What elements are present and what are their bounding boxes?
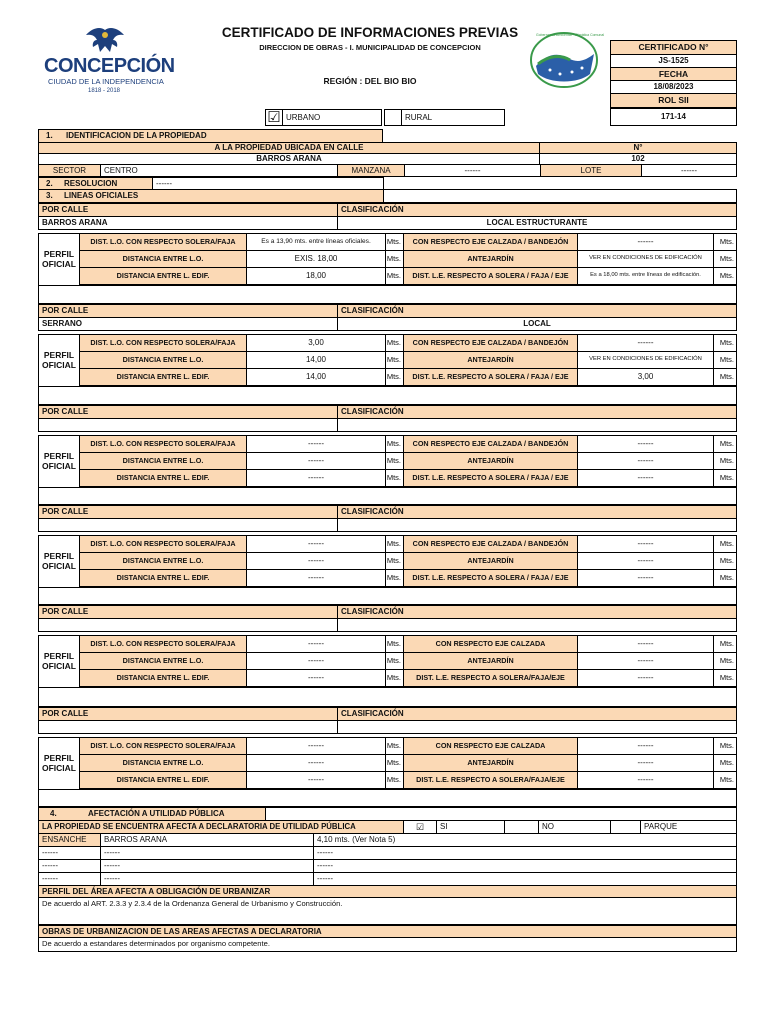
oficial-word: OFICIAL: [42, 359, 76, 370]
row-value-1: 3,00: [246, 334, 386, 352]
mts-unit: Mts.: [713, 250, 737, 268]
mts-unit: Mts.: [385, 771, 404, 789]
right-label-2: ANTEJARDÍN: [403, 452, 578, 470]
right-label-2: ANTEJARDÍN: [403, 652, 578, 670]
mts-unit: Mts.: [713, 334, 737, 352]
mts-unit: Mts.: [713, 452, 737, 470]
right-value-3: ------: [577, 569, 714, 587]
row-value-1: ------: [246, 535, 386, 553]
right-value-1: ------: [577, 535, 714, 553]
mts-unit: Mts.: [385, 535, 404, 553]
calle-name: [38, 720, 338, 734]
oficial-word: OFICIAL: [42, 460, 76, 471]
section-3-header: [38, 189, 384, 203]
right-value-1: ------: [577, 233, 714, 251]
perfil-word: PERFIL: [43, 349, 75, 360]
perfil-word: PERFIL: [43, 650, 75, 661]
rol-sii-label: ROL SII: [610, 93, 737, 108]
right-value-2: VER EN CONDICIONES DE EDIFICACIÓN: [577, 351, 714, 369]
right-label-2: ANTEJARDÍN: [403, 754, 578, 772]
lote-value: ------: [641, 164, 737, 177]
row-label-2: DISTANCIA ENTRE L.O.: [79, 351, 247, 369]
afectacion-medida: ------: [313, 872, 737, 886]
si-label: SI: [436, 820, 505, 834]
block-spacer: [38, 789, 737, 807]
right-label-3: DIST. L.E. RESPECTO A SOLERA / FAJA / EJE: [403, 267, 578, 285]
mts-unit: Mts.: [713, 569, 737, 587]
perfil-oficial-label: [38, 233, 80, 286]
row-label-1: DIST. L.O. CON RESPECTO SOLERA/FAJA: [79, 334, 247, 352]
afectacion-calle: ------: [100, 846, 314, 860]
clasificacion-label: CLASIFICACIÓN: [337, 605, 737, 619]
fecha-value: 18/08/2023: [610, 80, 737, 94]
right-value-3: ------: [577, 771, 714, 789]
perfil-area-text: De acuerdo al ART. 2.3.3 y 2.3.4 de la Ordenanza General de Urbanismo y Construcción.: [42, 899, 343, 908]
obras-text: De acuerdo a estandares determinados por organismo competente.: [42, 939, 270, 948]
row-value-2: EXIS. 18,00: [246, 250, 386, 268]
row-label-3: DISTANCIA ENTRE L. EDIF.: [79, 368, 247, 386]
mts-unit: Mts.: [385, 233, 404, 251]
logo-tagline: CIUDAD DE LA INDEPENDENCIA: [48, 77, 164, 86]
perfil-word: PERFIL: [43, 550, 75, 561]
rol-sii-value: 171-14: [610, 108, 737, 126]
right-label-3: DIST. L.E. RESPECTO A SOLERA / FAJA / EJE: [403, 368, 578, 386]
region-label: REGIÓN : DEL BIO BIO: [323, 75, 417, 86]
cert-number-label: CERTIFICADO N°: [610, 40, 737, 55]
obras-title: OBRAS DE URBANIZACION DE LAS AREAS AFECTAS A DECLARATORIA: [38, 925, 737, 938]
afectacion-type: ENSANCHE: [38, 833, 101, 847]
resolucion-value: ------: [152, 177, 384, 190]
section-4-title: AFECTACIÓN A UTILIDAD PÚBLICA: [88, 809, 225, 818]
right-label-2: ANTEJARDÍN: [403, 250, 578, 268]
numero-label: N°: [539, 142, 737, 154]
no-label: NO: [538, 820, 611, 834]
mts-unit: Mts.: [385, 435, 404, 453]
row-value-3: ------: [246, 771, 386, 789]
clasificacion-value: [337, 418, 737, 432]
clasificacion-label: CLASIFICACIÓN: [337, 707, 737, 721]
row-value-3: ------: [246, 469, 386, 487]
row-label-2: DISTANCIA ENTRE L.O.: [79, 552, 247, 570]
logo-years: 1818 - 2018: [87, 88, 121, 94]
rural-label: RURAL: [401, 109, 505, 126]
perfil-area-title: PERFIL DEL ÁREA AFECTA A OBLIGACIÓN DE URBANIZAR: [38, 885, 737, 898]
right-value-2: ------: [577, 452, 714, 470]
row-value-1: ------: [246, 737, 386, 755]
row-value-2: ------: [246, 652, 386, 670]
mts-unit: Mts.: [385, 737, 404, 755]
row-label-1: DIST. L.O. CON RESPECTO SOLERA/FAJA: [79, 737, 247, 755]
row-label-2: DISTANCIA ENTRE L.O.: [79, 754, 247, 772]
afectacion-medida: ------: [313, 859, 737, 873]
right-label-3: DIST. L.E. RESPECTO A SOLERA/FAJA/EJE: [403, 771, 578, 789]
mts-unit: Mts.: [713, 652, 737, 670]
mts-unit: Mts.: [713, 535, 737, 553]
right-value-1: ------: [577, 435, 714, 453]
perfil-word: PERFIL: [43, 450, 75, 461]
right-value-2: VER EN CONDICIONES DE EDIFICACIÓN: [577, 250, 714, 268]
right-value-1: ------: [577, 334, 714, 352]
row-label-2: DISTANCIA ENTRE L.O.: [79, 652, 247, 670]
por-calle-label: POR CALLE: [38, 304, 338, 318]
right-label-1: CON RESPECTO EJE CALZADA / BANDEJÓN: [403, 435, 578, 453]
mts-unit: Mts.: [713, 267, 737, 285]
seal-text: Gobernanza Ambiental · Climática Comunal: [536, 33, 605, 37]
section-2-number: 2.: [46, 178, 53, 188]
section-2-title: RESOLUCION: [64, 178, 118, 188]
row-value-2: ------: [246, 452, 386, 470]
row-label-3: DISTANCIA ENTRE L. EDIF.: [79, 267, 247, 285]
section-4-header: [38, 807, 266, 821]
right-value-1: ------: [577, 635, 714, 653]
municipal-logo: [44, 26, 175, 96]
clasificacion-value: LOCAL: [337, 317, 737, 331]
page-title: CERTIFICADO DE INFORMACIONES PREVIAS: [221, 25, 519, 41]
clasificacion-value: [337, 518, 737, 532]
perfil-word: PERFIL: [43, 752, 75, 763]
right-label-1: CON RESPECTO EJE CALZADA: [403, 737, 578, 755]
row-label-2: DISTANCIA ENTRE L.O.: [79, 250, 247, 268]
eagle-crest-icon: [80, 26, 130, 56]
numero-value: 102: [539, 153, 737, 165]
afectacion-medida: ------: [313, 846, 737, 860]
right-label-1: CON RESPECTO EJE CALZADA / BANDEJÓN: [403, 334, 578, 352]
block-spacer: [38, 386, 737, 405]
right-label-1: CON RESPECTO EJE CALZADA / BANDEJÓN: [403, 233, 578, 251]
row-label-1: DIST. L.O. CON RESPECTO SOLERA/FAJA: [79, 233, 247, 251]
mts-unit: Mts.: [385, 552, 404, 570]
block-spacer: [38, 487, 737, 505]
mts-unit: Mts.: [713, 552, 737, 570]
right-label-3: DIST. L.E. RESPECTO A SOLERA / FAJA / EJE: [403, 569, 578, 587]
row-value-1: ------: [246, 635, 386, 653]
right-label-3: DIST. L.E. RESPECTO A SOLERA / FAJA / EJE: [403, 469, 578, 487]
section-1-title: IDENTIFICACION DE LA PROPIEDAD: [66, 131, 207, 140]
right-value-2: ------: [577, 754, 714, 772]
right-label-3: DIST. L.E. RESPECTO A SOLERA/FAJA/EJE: [403, 669, 578, 687]
por-calle-label: POR CALLE: [38, 203, 338, 217]
mts-unit: Mts.: [713, 737, 737, 755]
mts-unit: Mts.: [385, 351, 404, 369]
perfil-oficial-label: [38, 535, 80, 588]
mts-unit: Mts.: [385, 635, 404, 653]
rural-checkbox[interactable]: [384, 109, 402, 126]
right-label-2: ANTEJARDÍN: [403, 552, 578, 570]
calle-value: BARROS ARANA: [38, 153, 540, 165]
perfil-oficial-label: [38, 737, 80, 790]
right-value-3: Es a 18,00 mts. entre líneas de edificación.: [577, 267, 714, 285]
mts-unit: Mts.: [713, 635, 737, 653]
row-label-1: DIST. L.O. CON RESPECTO SOLERA/FAJA: [79, 435, 247, 453]
mts-unit: Mts.: [713, 233, 737, 251]
perfil-oficial-label: [38, 435, 80, 488]
mts-unit: Mts.: [713, 754, 737, 772]
mts-unit: Mts.: [385, 334, 404, 352]
si-checkbox[interactable]: ☑: [403, 820, 437, 834]
section-1-header: [38, 129, 383, 143]
afectacion-type: ------: [38, 872, 101, 886]
row-label-2: DISTANCIA ENTRE L.O.: [79, 452, 247, 470]
row-label-3: DISTANCIA ENTRE L. EDIF.: [79, 569, 247, 587]
right-value-3: 3,00: [577, 368, 714, 386]
right-value-2: ------: [577, 552, 714, 570]
mts-unit: Mts.: [385, 652, 404, 670]
right-value-3: ------: [577, 669, 714, 687]
row-label-1: DIST. L.O. CON RESPECTO SOLERA/FAJA: [79, 635, 247, 653]
clasificacion-label: CLASIFICACIÓN: [337, 405, 737, 419]
cert-number-value: JS-1525: [610, 54, 737, 68]
row-value-2: ------: [246, 552, 386, 570]
oficial-word: OFICIAL: [42, 258, 76, 269]
mts-unit: Mts.: [713, 435, 737, 453]
mts-unit: Mts.: [385, 469, 404, 487]
row-value-3: 14,00: [246, 368, 386, 386]
perfil-oficial-label: [38, 334, 80, 387]
perfil-oficial-label: [38, 635, 80, 688]
por-calle-label: POR CALLE: [38, 605, 338, 619]
clasificacion-value: LOCAL ESTRUCTURANTE: [337, 216, 737, 230]
afecta-question: LA PROPIEDAD SE ENCUENTRA AFECTA A DECLARATORIA DE UTILIDAD PÚBLICA: [38, 820, 404, 834]
sector-value: CENTRO: [100, 164, 338, 177]
no-checkbox[interactable]: [610, 820, 641, 834]
row-value-1: ------: [246, 435, 386, 453]
section-1-number: 1.: [46, 131, 53, 140]
calle-name: [38, 618, 338, 632]
afectacion-calle: ------: [100, 872, 314, 886]
manzana-label: MANZANA: [337, 164, 405, 177]
environmental-seal-icon: [528, 30, 605, 90]
section-4-number: 4.: [50, 809, 57, 818]
row-value-1: Es a 13,90 mts. entre líneas oficiales.: [246, 233, 386, 251]
right-value-3: ------: [577, 469, 714, 487]
parque-label: PARQUE: [640, 820, 737, 834]
fecha-label: FECHA: [610, 67, 737, 81]
clasificacion-value: [337, 618, 737, 632]
mts-unit: Mts.: [385, 452, 404, 470]
row-value-3: ------: [246, 669, 386, 687]
clasificacion-label: CLASIFICACIÓN: [337, 203, 737, 217]
section-3-number: 3.: [46, 191, 53, 200]
afectacion-calle: ------: [100, 859, 314, 873]
right-value-2: ------: [577, 652, 714, 670]
oficial-word: OFICIAL: [42, 660, 76, 671]
page-subtitle: DIRECCION DE OBRAS - I. MUNICIPALIDAD DE CONCEPCION: [259, 43, 481, 53]
mts-unit: Mts.: [385, 754, 404, 772]
afectacion-calle: BARROS ARANA: [100, 833, 314, 847]
oficial-word: OFICIAL: [42, 762, 76, 773]
row-label-3: DISTANCIA ENTRE L. EDIF.: [79, 669, 247, 687]
right-label-2: ANTEJARDÍN: [403, 351, 578, 369]
calle-name: BARROS ARANA: [38, 216, 338, 230]
row-label-3: DISTANCIA ENTRE L. EDIF.: [79, 771, 247, 789]
logo-name: CONCEPCIÓN: [44, 55, 175, 77]
clasificacion-label: CLASIFICACIÓN: [337, 304, 737, 318]
mts-unit: Mts.: [385, 368, 404, 386]
mts-unit: Mts.: [713, 469, 737, 487]
mts-unit: Mts.: [713, 771, 737, 789]
row-value-3: ------: [246, 569, 386, 587]
row-value-2: 14,00: [246, 351, 386, 369]
row-value-3: 18,00: [246, 267, 386, 285]
por-calle-label: POR CALLE: [38, 505, 338, 519]
lote-label: LOTE: [540, 164, 642, 177]
calle-name: [38, 518, 338, 532]
perfil-word: PERFIL: [43, 248, 75, 259]
mts-unit: Mts.: [385, 569, 404, 587]
manzana-value: ------: [404, 164, 541, 177]
mts-unit: Mts.: [713, 351, 737, 369]
clasificacion-label: CLASIFICACIÓN: [337, 505, 737, 519]
mts-unit: Mts.: [713, 669, 737, 687]
block-spacer: [38, 285, 737, 304]
urbano-label: URBANO: [282, 109, 382, 126]
urbano-checkbox[interactable]: ☑: [265, 109, 283, 126]
calle-name: [38, 418, 338, 432]
section-3-title: LINEAS OFICIALES: [64, 191, 139, 200]
right-label-1: CON RESPECTO EJE CALZADA: [403, 635, 578, 653]
right-value-1: ------: [577, 737, 714, 755]
calle-label: A LA PROPIEDAD UBICADA EN CALLE: [38, 142, 540, 154]
clasificacion-value: [337, 720, 737, 734]
si-blank: [504, 820, 539, 834]
row-label-3: DISTANCIA ENTRE L. EDIF.: [79, 469, 247, 487]
por-calle-label: POR CALLE: [38, 405, 338, 419]
row-label-1: DIST. L.O. CON RESPECTO SOLERA/FAJA: [79, 535, 247, 553]
mts-unit: Mts.: [713, 368, 737, 386]
block-spacer: [38, 687, 737, 707]
oficial-word: OFICIAL: [42, 560, 76, 571]
por-calle-label: POR CALLE: [38, 707, 338, 721]
row-value-2: ------: [246, 754, 386, 772]
right-label-1: CON RESPECTO EJE CALZADA / BANDEJÓN: [403, 535, 578, 553]
environmental-seal: [528, 30, 605, 90]
afectacion-type: ------: [38, 859, 101, 873]
block-spacer: [38, 587, 737, 605]
afectacion-medida: 4,10 mts. (Ver Nota 5): [313, 833, 737, 847]
mts-unit: Mts.: [385, 250, 404, 268]
calle-name: SERRANO: [38, 317, 338, 331]
afectacion-type: ------: [38, 846, 101, 860]
mts-unit: Mts.: [385, 267, 404, 285]
section-3-blank: [383, 189, 737, 203]
sector-label: SECTOR: [38, 164, 101, 177]
mts-unit: Mts.: [385, 669, 404, 687]
